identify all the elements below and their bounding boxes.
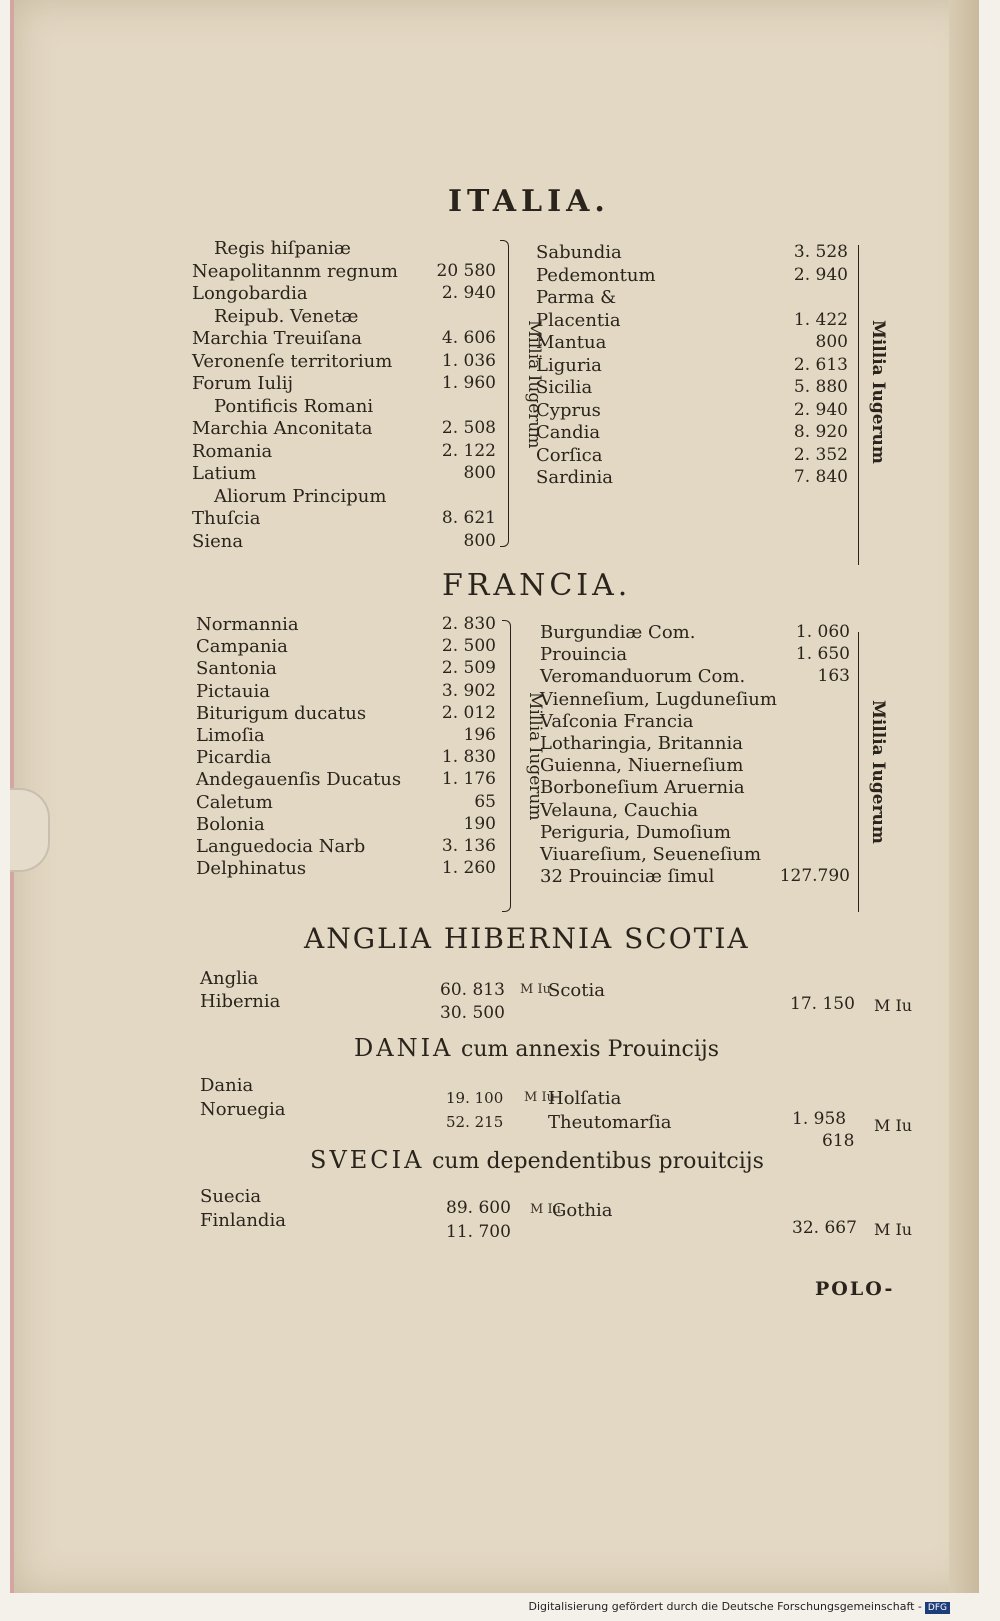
anglia-title: ANGLIA HIBERNIA SCOTIA: [304, 922, 750, 955]
anglia-num-1: 60. 813: [440, 980, 505, 1000]
list-item-label: Delphinatus: [196, 858, 307, 880]
suecia-label-1: Suecia: [200, 1186, 262, 1207]
list-item-value: 800: [463, 463, 496, 483]
anglia-label-1: Anglia: [200, 968, 259, 989]
list-item-label: Mantua: [536, 332, 607, 353]
list-item-label: Sabundia: [536, 242, 622, 263]
dania-title-caps: DANIA: [354, 1034, 454, 1062]
suecia-right-label: Gothia: [552, 1200, 613, 1221]
anglia-num-2: 30. 500: [440, 1003, 505, 1023]
list-item-value: 1. 060: [795, 622, 850, 642]
list-item-value: 2. 940: [441, 283, 496, 303]
catchword: POLO-: [815, 1278, 895, 1300]
anglia-label-2: Hibernia: [200, 991, 281, 1012]
list-item-label: Vienneſium, Lugduneſium: [540, 688, 777, 710]
list-item-value: 2. 830: [441, 614, 496, 634]
list-item-label: Romania: [192, 440, 273, 462]
list-item-value: 8. 920: [793, 422, 848, 442]
italia-title: ITALIA.: [448, 184, 610, 219]
list-item-value: 2. 613: [793, 354, 848, 375]
list-item-label: Picardia: [196, 747, 272, 769]
list-item-label: Latium: [192, 463, 257, 484]
list-item-label: Prouincia: [540, 644, 628, 666]
dania-title: [354, 1034, 719, 1062]
list-item-label: Marchia Anconitata: [192, 418, 373, 439]
italia-right-brace: [858, 245, 859, 565]
suecia-num-1: 89. 600: [446, 1198, 511, 1218]
dfg-logo: DFG: [925, 1602, 950, 1614]
list-item-label: Aliorum Principum: [214, 485, 387, 507]
list-item-value: 2. 509: [441, 658, 496, 679]
list-item-label: Burgundiæ Com.: [540, 622, 696, 643]
list-item-label: Vaſconia Francia: [540, 710, 694, 732]
list-item-value: 3. 136: [441, 836, 496, 856]
dania-right-num-2: 618: [822, 1131, 855, 1151]
list-item-value: 2. 508: [441, 418, 496, 438]
list-item-label: Periguria, Dumoſium: [540, 821, 731, 843]
list-item-value: 163: [817, 666, 850, 687]
list-item-value: 3. 528: [793, 242, 848, 262]
list-item-label: Borboneſium Aruernia: [540, 777, 745, 799]
list-item-label: Regis hiſpaniæ: [214, 238, 351, 259]
francia-right-brace: [858, 632, 859, 912]
list-item-label: 32 Prouinciæ ſimul: [540, 866, 715, 888]
dania-num-2: 52. 215: [446, 1113, 504, 1131]
suecia-label-2: Finlandia: [200, 1210, 286, 1231]
francia-middle-unit: Millia Iugerum: [525, 692, 545, 821]
list-item-label: Forum Iulij: [192, 373, 294, 394]
list-item-value: 1. 176: [441, 769, 496, 790]
list-item-value: 1. 422: [793, 309, 848, 330]
list-item-label: Veronenſe territorium: [192, 350, 393, 372]
list-item-label: Sardinia: [536, 467, 614, 488]
list-item-value: 2. 940: [793, 399, 848, 420]
list-item-label: Neapolitannm regnum: [192, 260, 398, 282]
anglia-right-num: 17. 150: [790, 994, 855, 1014]
list-item-label: Languedocia Narb: [196, 836, 366, 857]
dania-right-label-1: Holſatia: [548, 1088, 622, 1109]
anglia-right-unit: M Iu: [874, 996, 913, 1015]
suecia-title-rest: cum dependentibus prouitcijs: [432, 1149, 764, 1174]
list-item-label: Corſica: [536, 444, 603, 466]
list-item-value: 2. 012: [441, 702, 496, 723]
list-item-label: Velauna, Cauchia: [540, 799, 699, 821]
francia-left-brace: [502, 620, 511, 912]
list-item-label: Campania: [196, 636, 288, 658]
list-item-value: 196: [463, 725, 496, 745]
francia-title: FRANCIA.: [442, 568, 632, 603]
list-item-label: Viuareſium, Seueneſium: [540, 844, 762, 865]
dania-title-rest: cum annexis Prouincijs: [461, 1037, 719, 1062]
list-item-value: 190: [463, 813, 496, 834]
list-item-label: Siena: [192, 530, 244, 552]
suecia-unit-small: M Iu: [530, 1202, 561, 1217]
suecia-right-num: 32. 667: [792, 1218, 857, 1238]
list-item-value: 5. 880: [793, 377, 848, 397]
list-item-label: Placentia: [536, 309, 621, 331]
anglia-right-label: Scotia: [548, 980, 605, 1001]
list-item-value: 2. 122: [441, 440, 496, 461]
dania-label-1: Dania: [200, 1075, 254, 1096]
list-item-label: Biturigum ducatus: [196, 702, 367, 724]
list-item-value: 4. 606: [441, 328, 496, 348]
list-item-label: Caletum: [196, 791, 273, 813]
suecia-title-caps: SVECIA: [310, 1146, 425, 1174]
list-item-label: Veromanduorum Com.: [540, 666, 746, 688]
list-item-value: 1. 960: [441, 373, 496, 393]
list-item-label: Liguria: [536, 354, 602, 376]
list-item-label: Normannia: [196, 614, 299, 635]
footer-text: [529, 1600, 950, 1614]
list-item-value: 2. 352: [793, 444, 848, 465]
list-item-label: Andegauenſis Ducatus: [196, 769, 402, 791]
dania-right-num-1: 1. 958: [792, 1109, 847, 1129]
italia-middle-unit: Millia Iugerum: [524, 320, 544, 449]
francia-right-unit: Millia Iugerum: [868, 700, 888, 844]
list-item-label: Marchia Treuiſana: [192, 328, 362, 349]
suecia-right-unit: M Iu: [874, 1220, 913, 1239]
list-item-value: 3. 902: [441, 680, 496, 701]
dania-unit-small: M Iu: [524, 1090, 555, 1105]
list-item-label: Pontificis Romani: [214, 395, 374, 417]
list-item-value: 800: [815, 332, 848, 352]
list-item-label: Reipub. Venetæ: [214, 305, 359, 327]
list-item-value: 20 580: [436, 260, 496, 281]
footer-bar: [0, 1593, 1000, 1621]
italia-left-brace: [500, 240, 509, 547]
suecia-num-2: 11. 700: [446, 1222, 511, 1242]
list-item-label: Sicilia: [536, 377, 593, 398]
list-item-label: Pictauia: [196, 680, 270, 702]
dania-label-2: Noruegia: [200, 1099, 286, 1120]
list-item-label: Bolonia: [196, 813, 265, 835]
list-item-value: 1. 036: [441, 350, 496, 371]
list-item-value: 8. 621: [441, 508, 496, 528]
list-item-value: 7. 840: [793, 467, 848, 487]
list-item-value: 65: [474, 791, 496, 812]
list-item-label: Thuſcia: [192, 508, 261, 529]
list-item-value: 2. 500: [441, 636, 496, 657]
list-item-label: Candia: [536, 422, 601, 443]
list-item-value: 800: [463, 530, 496, 551]
list-item-value: 1. 260: [441, 858, 496, 879]
list-item-label: Guienna, Niuerneſium: [540, 755, 744, 777]
list-item-value: 1. 830: [441, 747, 496, 768]
dania-right-unit: M Iu: [874, 1116, 913, 1135]
list-item-label: Parma &: [536, 287, 617, 308]
list-item-label: Pedemontum: [536, 264, 656, 286]
italia-right-unit: Millia Iugerum: [868, 320, 888, 464]
list-item-value: 127.790: [779, 866, 850, 887]
list-item-label: Santonia: [196, 658, 277, 680]
list-item-label: Limoſia: [196, 725, 265, 746]
dania-num-1: 19. 100: [446, 1089, 504, 1107]
page-edge: [949, 0, 979, 1593]
bookmark-tab: [10, 788, 50, 872]
list-item-value: 1. 650: [795, 644, 850, 665]
list-item-label: Lotharingia, Britannia: [540, 733, 743, 754]
list-item-value: 2. 940: [793, 264, 848, 285]
anglia-unit-small: M Iu: [520, 982, 551, 997]
list-item-label: Cyprus: [536, 399, 601, 421]
dania-right-label-2: Theutomarſia: [548, 1112, 672, 1133]
list-item-label: Longobardia: [192, 283, 308, 304]
suecia-title: [310, 1146, 764, 1174]
footer-credit: Digitalisierung gefördert durch die Deutsche Forschungsgemeinschaft -: [528, 1600, 922, 1613]
